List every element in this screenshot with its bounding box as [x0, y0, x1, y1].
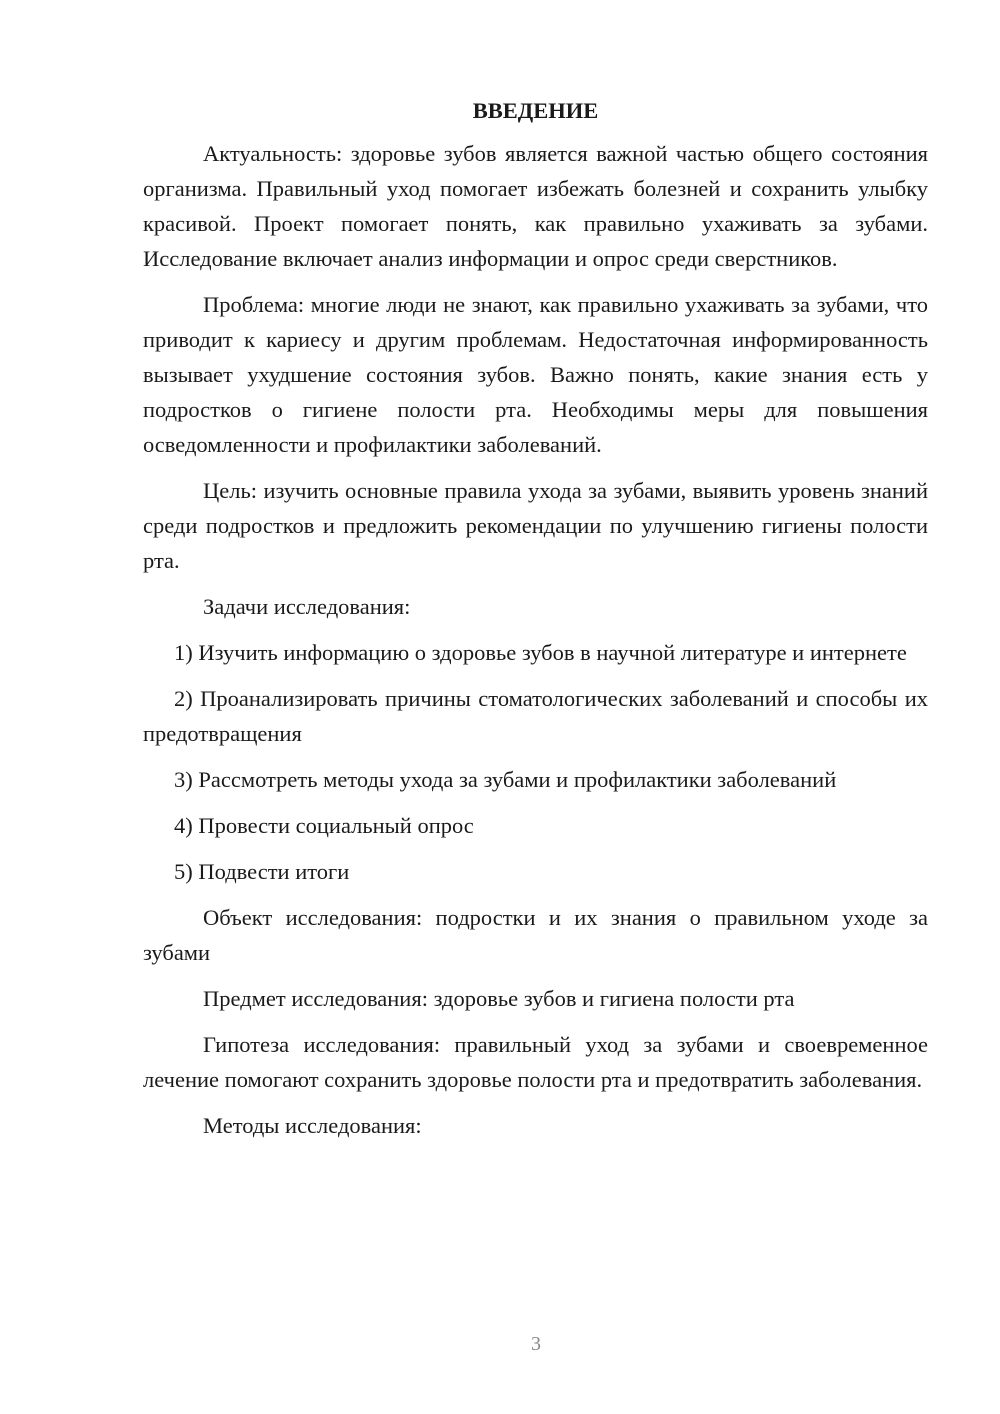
relevance-paragraph: Актуальность: здоровье зубов является важной частью общего состояния организма. Правильный уход помогает избежать болезней и сохранить улыбку красивой. Проект помогает понять, как правильно ухаживать за зубами. Исследование включает анализ информации и опрос среди сверстников.	[143, 141, 928, 271]
task-item-4: 4) Провести социальный опрос	[174, 813, 474, 838]
problem-paragraph: Проблема: многие люди не знают, как правильно ухаживать за зубами, что приводит к кариесу и другим проблемам. Недостаточная информированность вызывает ухудшение состояния зубов. Важно понять, какие знания есть у подростков о гигиене полости рта. Необходимы меры для повышения осведомленности и профилактики заболеваний.	[143, 292, 928, 457]
subject-paragraph: Предмет исследования: здоровье зубов и гигиена полости рта	[203, 986, 795, 1011]
tasks-title: Задачи исследования:	[203, 594, 411, 619]
task-item-3: 3) Рассмотреть методы ухода за зубами и профилактики заболеваний	[174, 767, 837, 792]
object-paragraph: Объект исследования: подростки и их знания о правильном уходе за зубами	[143, 905, 928, 965]
section-heading: ВВЕДЕНИЕ	[472, 98, 599, 123]
methods-title: Методы исследования:	[203, 1113, 422, 1138]
page-content	[143, 96, 928, 1154]
page-number: 3	[531, 1333, 541, 1355]
task-item-1: 1) Изучить информацию о здоровье зубов в научной литературе и интернете	[174, 640, 907, 665]
goal-paragraph: Цель: изучить основные правила ухода за зубами, выявить уровень знаний среди подростков и предложить рекомендации по улучшению гигиены полости рта.	[143, 478, 928, 573]
task-item-2: 2) Проанализировать причины стоматологических заболеваний и способы их предотвращения	[143, 686, 928, 746]
hypothesis-paragraph: Гипотеза исследования: правильный уход за зубами и своевременное лечение помогают сохранить здоровье полости рта и предотвратить заболевания.	[143, 1032, 928, 1092]
task-item-5: 5) Подвести итоги	[174, 859, 350, 884]
